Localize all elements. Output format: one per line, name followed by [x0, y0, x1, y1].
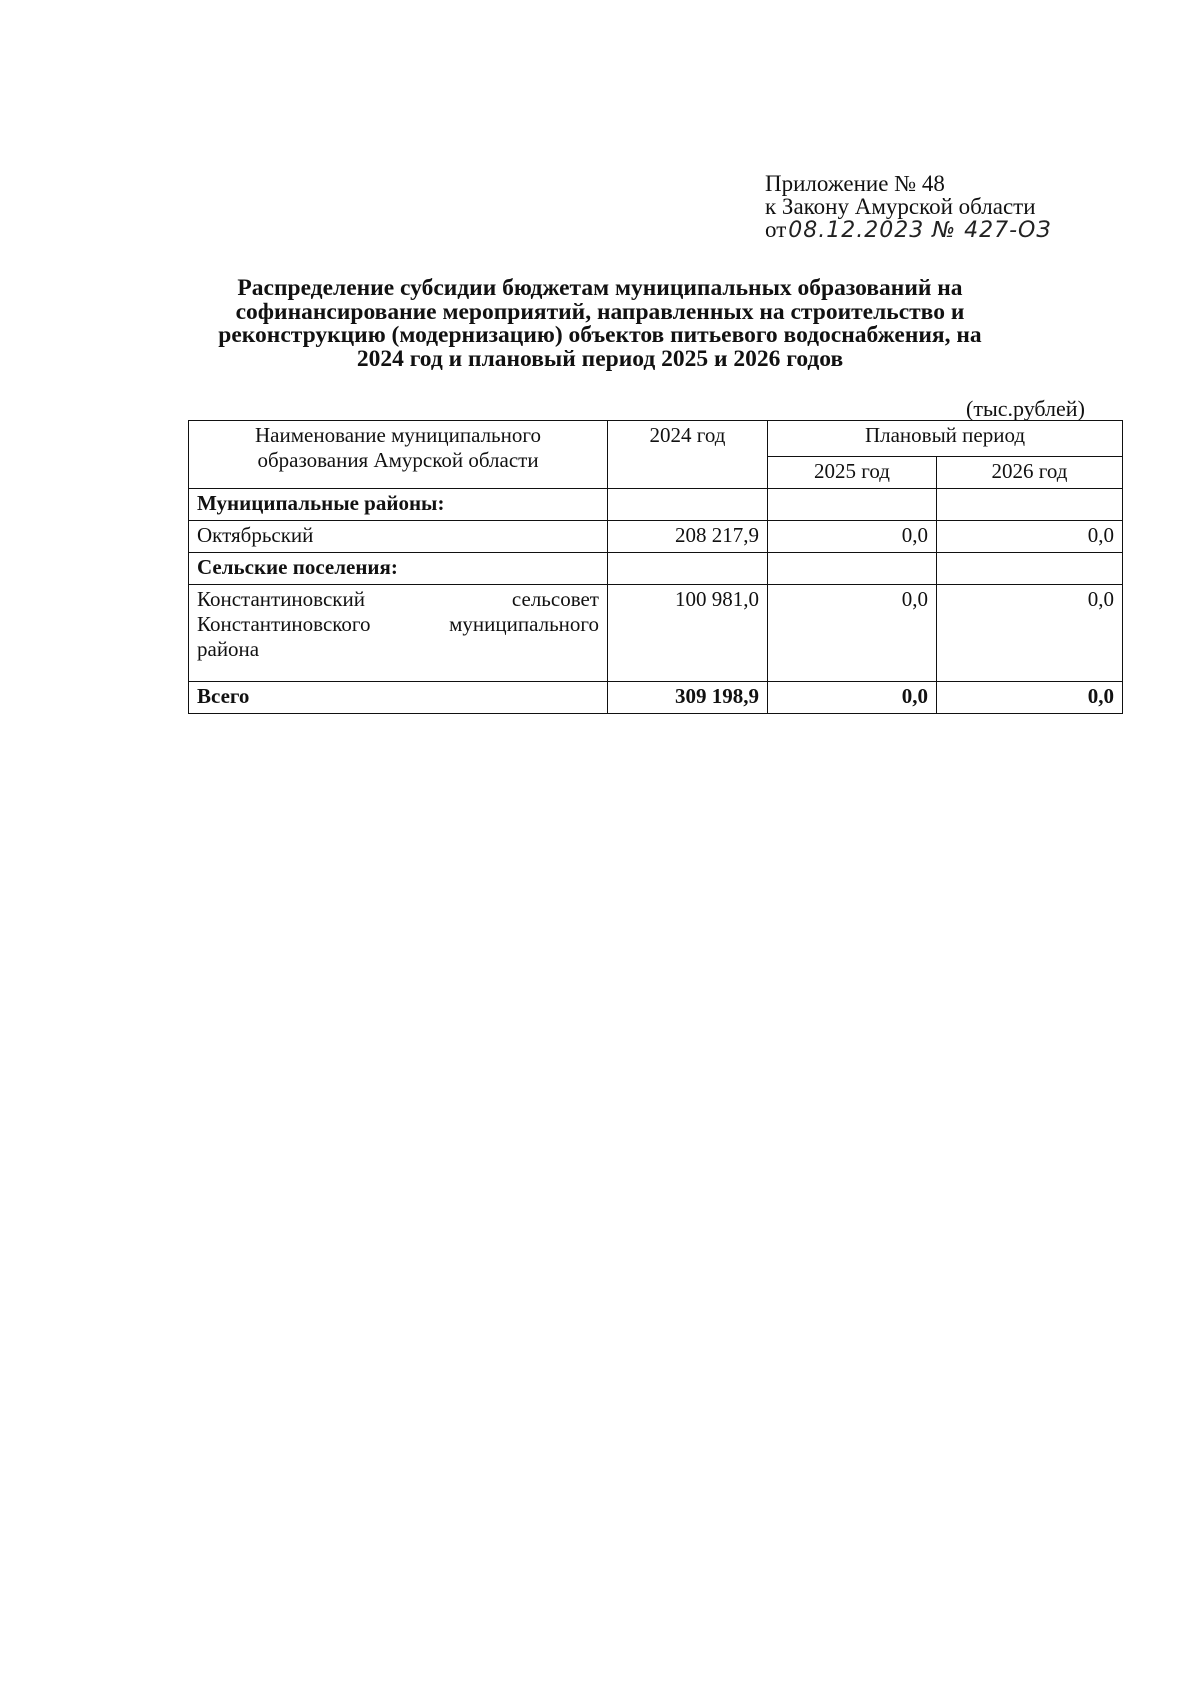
- value-2024: 208 217,9: [608, 521, 768, 553]
- appendix-date-line: [765, 218, 1051, 242]
- name-line-1-wrap: [197, 587, 599, 612]
- value-2024: 100 981,0: [608, 585, 768, 682]
- empty-cell: [608, 553, 768, 585]
- subsidy-table: [188, 420, 1123, 714]
- value-2025: 0,0: [768, 521, 937, 553]
- total-label: Всего: [189, 682, 608, 714]
- units-label: (тыс.рублей): [966, 396, 1085, 421]
- municipality-name: [189, 585, 608, 682]
- section-label: Сельские поселения:: [189, 553, 608, 585]
- header-year-2024: 2024 год: [608, 421, 768, 489]
- value-2025: 0,0: [768, 585, 937, 682]
- title-line-3: реконструкцию (модернизацию) объектов питьевого водоснабжения, на: [218, 322, 982, 348]
- empty-cell: [768, 553, 937, 585]
- table-row: [189, 585, 1123, 682]
- total-2026: 0,0: [937, 682, 1123, 714]
- handwritten-date-number: 08.12.2023 № 427-ОЗ: [788, 218, 1052, 243]
- municipality-name: Октябрьский: [189, 521, 608, 553]
- table-header-row: [189, 421, 1123, 457]
- empty-cell: [937, 489, 1123, 521]
- name-word: Константиновского: [197, 612, 371, 636]
- title-line-4: 2024 год и плановый период 2025 и 2026 годов: [356, 345, 844, 372]
- section-row-settlements: [189, 553, 1123, 585]
- appendix-law-reference: к Закону Амурской области: [765, 194, 1036, 219]
- name-line-3: района: [197, 637, 260, 661]
- name-line-1: [197, 587, 599, 612]
- empty-cell: [768, 489, 937, 521]
- name-word: сельсовет: [511, 587, 599, 611]
- title-line-2: софинансирование мероприятий, направленных на строительство и: [235, 298, 965, 325]
- value-2026: 0,0: [937, 521, 1123, 553]
- empty-cell: [937, 553, 1123, 585]
- value-2026: 0,0: [937, 585, 1123, 682]
- total-2024: 309 198,9: [608, 682, 768, 714]
- header-planned-period: Плановый период: [768, 421, 1123, 457]
- section-label: Муниципальные районы:: [189, 489, 608, 521]
- name-word: муниципального: [449, 612, 599, 636]
- section-row-districts: [189, 489, 1123, 521]
- appendix-number: Приложение № 48: [765, 171, 945, 196]
- appendix-header: [765, 172, 1051, 242]
- header-municipality-name: [189, 421, 608, 489]
- table-row: [189, 521, 1123, 553]
- name-word: Константиновский: [197, 587, 365, 611]
- empty-cell: [608, 489, 768, 521]
- table-total-row: [189, 682, 1123, 714]
- header-name-line-2: образования Амурской области: [257, 448, 539, 472]
- title-line-1: Распределение субсидии бюджетам муниципальных образований на: [237, 275, 963, 301]
- header-year-2025: 2025 год: [768, 457, 937, 489]
- header-year-2026: 2026 год: [937, 457, 1123, 489]
- name-line-2: [197, 612, 599, 637]
- document-title: [140, 277, 1060, 371]
- appendix-date-prefix: от: [765, 217, 787, 242]
- header-name-line-1: Наименование муниципального: [255, 423, 541, 447]
- total-2025: 0,0: [768, 682, 937, 714]
